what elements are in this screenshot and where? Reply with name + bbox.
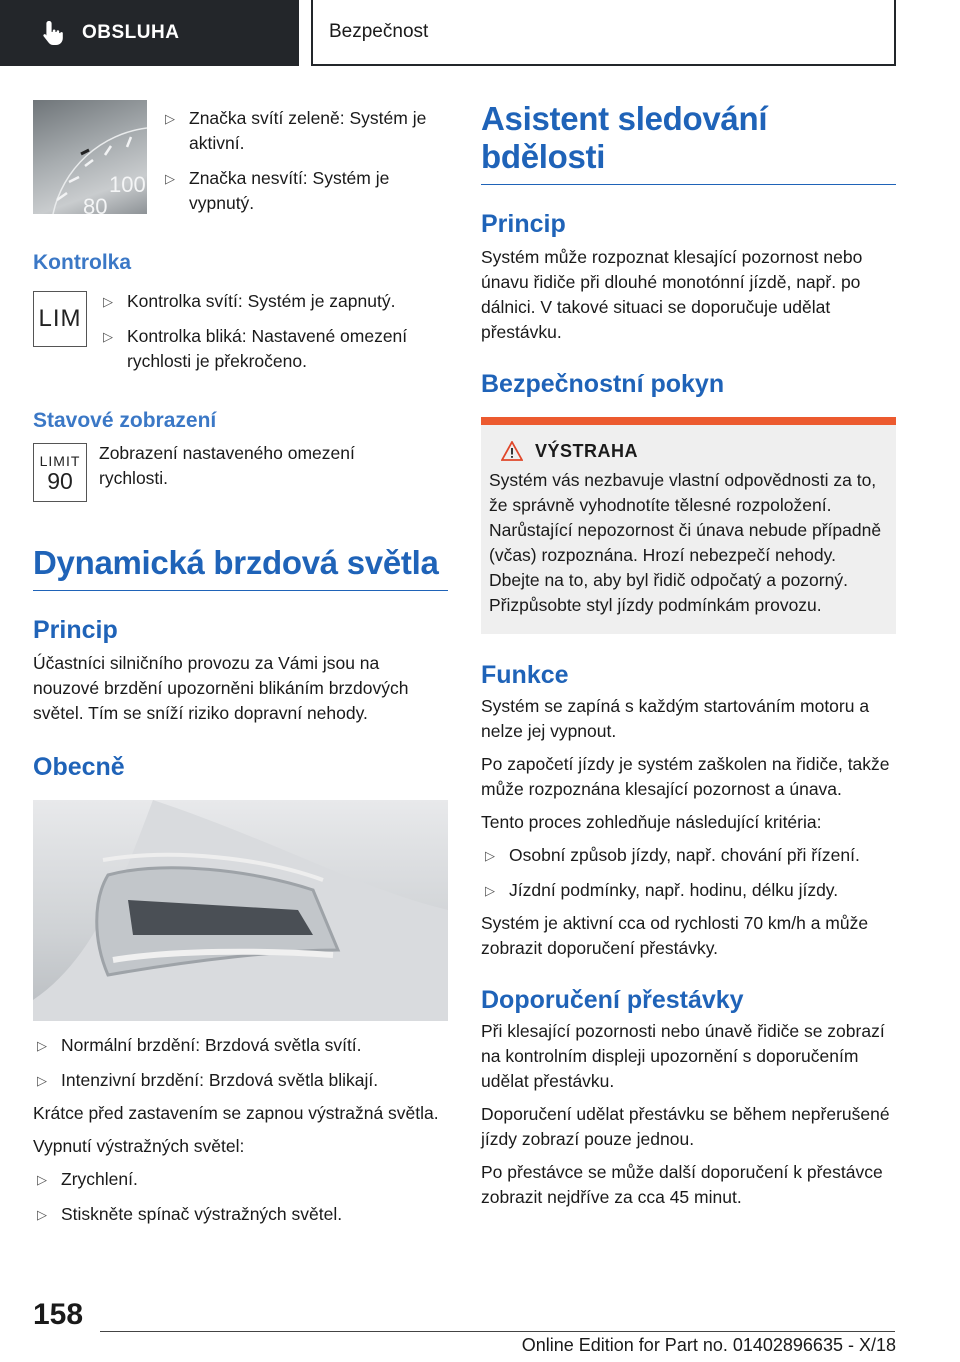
- speedo-label-80: 80: [83, 194, 108, 214]
- funkce-para-4: Systém je aktivní cca od rychlosti 70 km/h a může zobrazit doporučení přestávky.: [481, 912, 869, 958]
- funkce-para-1: Systém se zapíná s každým startováním motoru a nelze jej vypnout.: [481, 695, 870, 741]
- funkce-heading: Funkce: [481, 660, 569, 689]
- list-item: ▷ Jízdní podmínky, např. hodinu, délku jízdy.: [481, 878, 896, 903]
- dyn-obecne-heading: Obecně: [33, 753, 125, 782]
- dyn-title: Dynamická brzdová světla: [33, 544, 448, 591]
- dyn-princip-heading: Princip: [33, 616, 118, 645]
- dop-para-3: Po přestávce se může další doporučení k přestávce zobrazit nejdříve za cca 45 minut.: [481, 1161, 883, 1207]
- right-column: [481, 100, 896, 1210]
- dyn-princip-text: Účastníci silničního provozu za Vámi jsou na nouzové brzdění upozorněni blikáním brzdových světel. Tím se sníží riziko dopravní nehody.: [33, 653, 409, 724]
- kontrolka-heading: Kontrolka: [33, 251, 132, 274]
- list-item: ▷ Značka nesvítí: Systém je vypnutý.: [161, 166, 448, 216]
- speedo-block: [33, 100, 448, 216]
- pokyn-heading: Bezpečnostní pokyn: [481, 369, 725, 398]
- stav-text: Zobrazení nastaveného omezení rychlosti.: [99, 443, 355, 489]
- list-item: ▷ Normální brzdění: Brzdová světla svítí.: [33, 1033, 448, 1058]
- dop-para-2: Doporučení udělat přestávku se během nepřerušené jízdy zobrazí pouze jednou.: [481, 1103, 890, 1149]
- brake-light-photo: [33, 800, 448, 1021]
- list-item: ▷ Intenzivní brzdění: Brzdová světla blikají.: [33, 1068, 448, 1093]
- funkce-para-3: Tento proces zohledňuje následující kritéria:: [481, 811, 822, 832]
- dop-para-1: Při klesající pozornosti nebo únavě řidiče se zobrazí na kontrolním displeji upozornění s doporučením udělat přestávku.: [481, 1020, 885, 1091]
- page-number: 158: [33, 1298, 84, 1331]
- dop-heading: Doporučení přestávky: [481, 985, 744, 1014]
- list-item: ▷ Značka svítí zeleně: Systém je aktivní.: [161, 106, 448, 156]
- warning-title: VÝSTRAHA: [535, 440, 639, 461]
- dyn-para-1: Krátce před zastavením se zapnou výstražná světla.: [33, 1103, 439, 1124]
- warning-triangle-icon: [501, 441, 523, 461]
- speedometer-image: [33, 100, 147, 214]
- footer-rule: [100, 1331, 895, 1332]
- speedo-label-100: 100: [109, 172, 146, 197]
- warning-text: Systém vás nezbavuje vlastní odpovědnosti za to, že správně vyhodnotíte tělesné rozpoložení. Narůstající nepozornost či únava nebude případně (včas) rozpoznána. Hrozí nebezpečí nehody. Dbejte na to, aby byl řidič odpočatý a pozorný. Přizpůsobte styl jízdy podmínkám provozu.: [489, 469, 882, 615]
- warning-box: [481, 417, 896, 634]
- funkce-para-2: Po započetí jízdy je systém zaškolen na řidiče, takže může rozpoznána klesající pozornost a únava.: [481, 753, 890, 799]
- header-chapter-label: Bezpečnost: [329, 21, 429, 42]
- list-item: ▷ Osobní způsob jízdy, např. chování při řízení.: [481, 843, 896, 868]
- stav-heading: Stavové zobrazení: [33, 409, 217, 433]
- dyn-para-2: Vypnutí výstražných světel:: [33, 1136, 245, 1157]
- warning-bar: [481, 417, 896, 425]
- lim-icon-text: LIM: [38, 305, 82, 333]
- limit-display-icon: [33, 443, 87, 502]
- header-section-label: OBSLUHA: [82, 22, 180, 43]
- left-column: [33, 100, 448, 1227]
- lim-indicator-icon: [33, 291, 87, 347]
- limit-icon-label: LIMIT: [39, 452, 81, 469]
- footer-edition: Online Edition for Part no. 01402896635 - X/18: [521, 1335, 896, 1355]
- right-princip-text: Systém může rozpoznat klesající pozornost nebo únavu řidiče při dlouhé monotónní jízdě, např. po dálnici. V takové situaci se doporučuje udělat přestávku.: [481, 246, 863, 342]
- limit-icon-number: 90: [47, 467, 73, 494]
- kontrolka-block: [33, 291, 448, 374]
- stav-block: [33, 443, 448, 502]
- right-title: Asistent sledování bdělosti: [481, 100, 896, 185]
- header-chapter-tab: [311, 0, 896, 66]
- list-item: ▷ Kontrolka svítí: Systém je zapnutý.: [99, 289, 448, 314]
- list-item: ▷ Stiskněte spínač výstražných světel.: [33, 1202, 448, 1227]
- list-item: ▷ Kontrolka bliká: Nastavené omezení rychlosti je překročeno.: [99, 324, 448, 374]
- list-item: ▷ Zrychlení.: [33, 1167, 448, 1192]
- header-section-tab: [0, 0, 299, 66]
- right-princip-heading: Princip: [481, 209, 566, 238]
- hand-pointer-icon: [38, 18, 68, 48]
